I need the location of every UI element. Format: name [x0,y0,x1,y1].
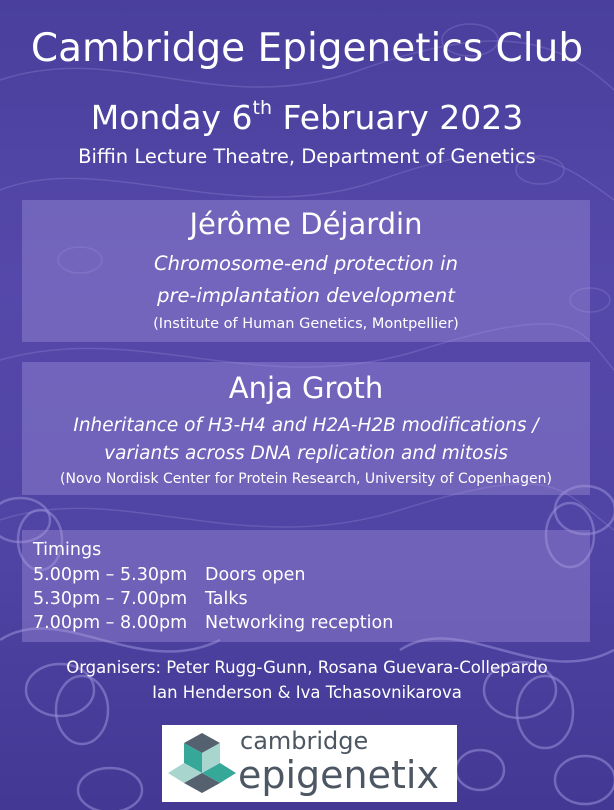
club-title: Cambridge Epigenetics Club [30,26,584,71]
date-prefix: Monday 6 [90,98,253,137]
organisers-line-2: Ian Henderson & Iva Tchasovnikarova [152,683,462,702]
organisers-line-1: Organisers: Peter Rugg-Gunn, Rosana Guevara-Collepardo [66,658,548,677]
cube-logo-icon [168,729,236,797]
timings-heading: Timings [33,540,102,560]
talk-panel-1 [22,200,590,342]
timings-panel [22,530,590,642]
timing-time: 5.30pm – 7.00pm [33,589,188,609]
talk-title-line: variants across DNA replication and mitosis [104,443,508,464]
timing-event: Networking reception [205,613,394,633]
date-ordinal: th [252,97,273,119]
timing-event: Doors open [205,565,306,585]
talk-title-line: Inheritance of H3-H4 and H2A-H2B modifications / [73,415,539,436]
cambridge-epigenetix-logo [162,725,457,802]
timing-time: 7.00pm – 8.00pm [33,613,188,633]
event-date [0,97,614,139]
logo-word-epigenetix: epigenetix [238,753,439,797]
talk-title-line: pre-implantation development [157,284,455,307]
timing-event: Talks [205,589,248,609]
date-suffix: February 2023 [272,98,524,137]
speaker-institute: (Institute of Human Genetics, Montpellier) [153,316,459,332]
timing-row [33,563,305,587]
speaker-name: Jérôme Déjardin [189,207,423,241]
timing-time: 5.00pm – 5.30pm [33,565,188,585]
logo-word-cambridge: cambridge [240,727,369,755]
talk-panel-2 [22,362,590,495]
timing-row [33,587,248,611]
venue: Biffin Lecture Theatre, Department of Genetics [78,145,536,168]
speaker-name: Anja Groth [228,371,384,405]
timing-row [33,611,393,635]
speaker-institute: (Novo Nordisk Center for Protein Research, University of Copenhagen) [60,471,552,487]
talk-title-line: Chromosome-end protection in [154,252,458,275]
